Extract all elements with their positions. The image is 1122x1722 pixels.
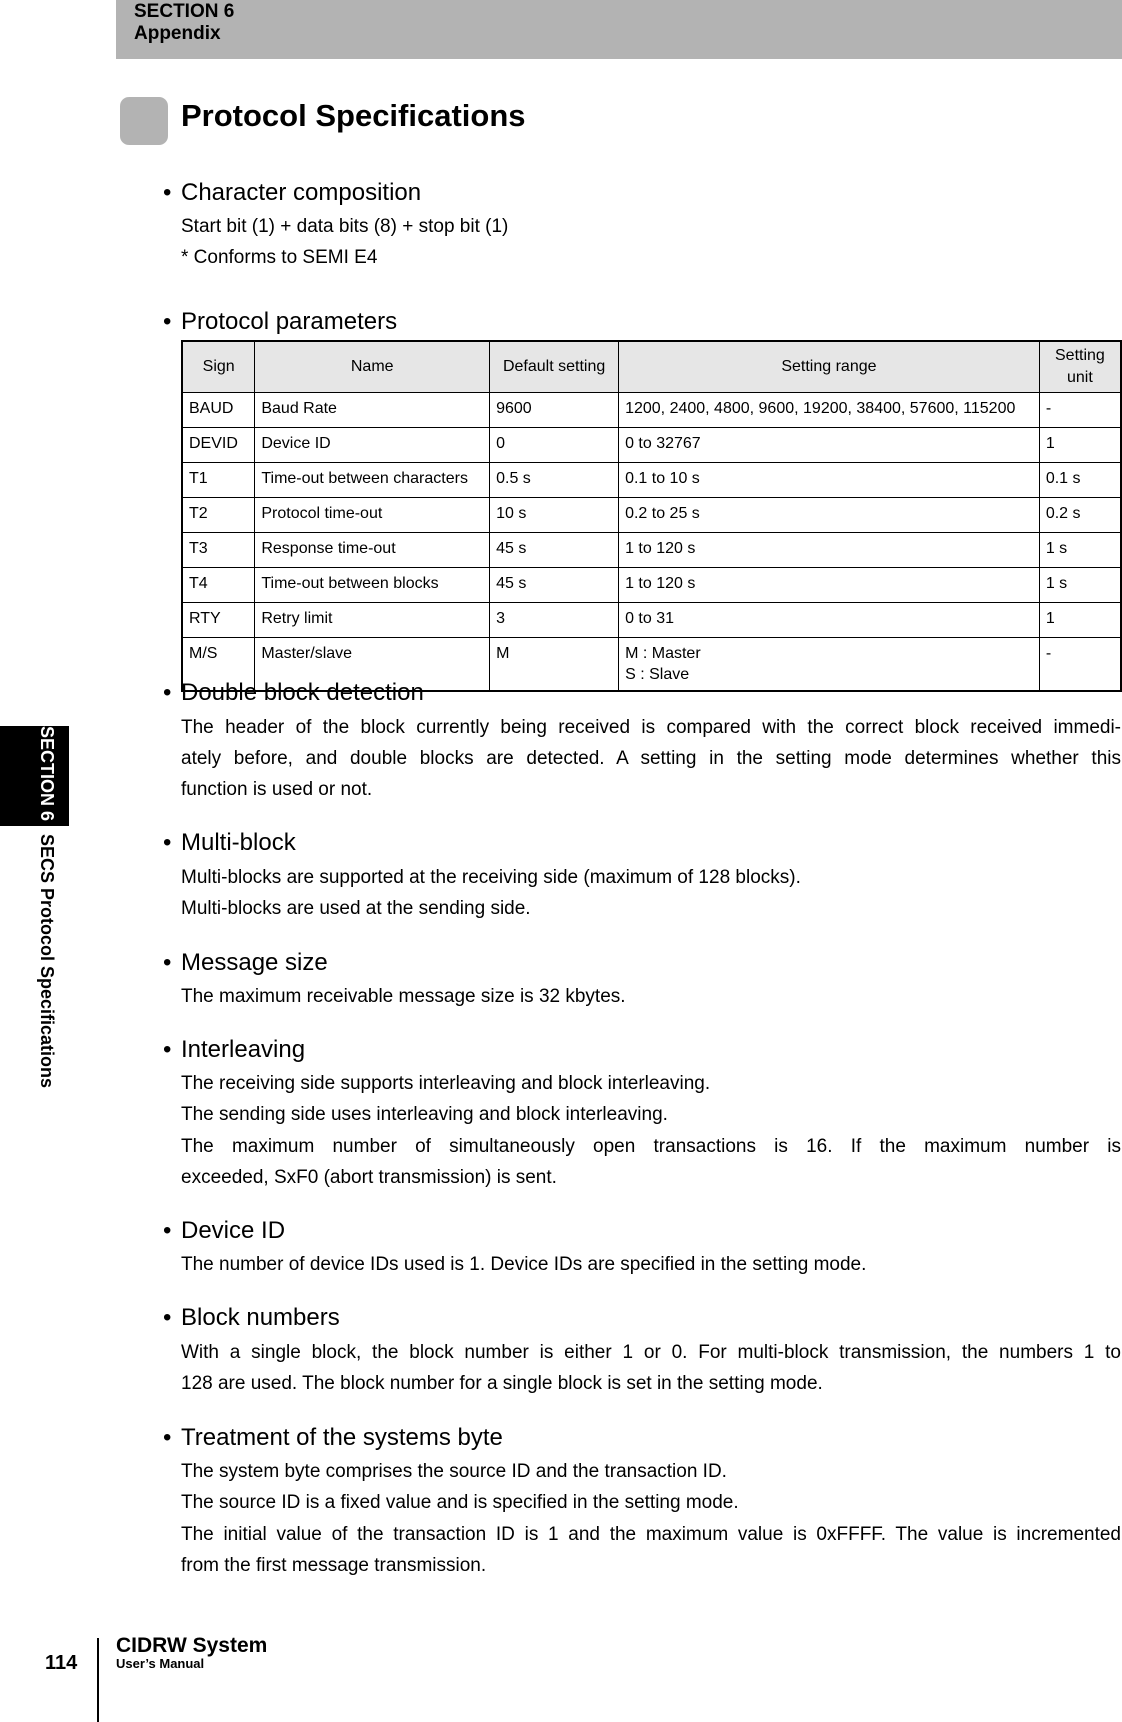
cell-sign: T3 bbox=[182, 533, 255, 568]
cell-unit: 1 bbox=[1039, 603, 1121, 638]
bullet-icon: • bbox=[163, 829, 172, 856]
cell-sign: BAUD bbox=[182, 393, 255, 428]
cell-name: Baud Rate bbox=[255, 393, 490, 428]
bullet-icon: • bbox=[163, 679, 172, 706]
section-heading-protocol-parameters: • Protocol parameters bbox=[163, 308, 398, 335]
body-text: from the first message transmission. bbox=[181, 1555, 487, 1576]
bullet-icon: • bbox=[163, 1036, 172, 1063]
table-row bbox=[182, 463, 1121, 498]
cell-sign: T2 bbox=[182, 498, 255, 533]
footer-divider bbox=[97, 1638, 99, 1722]
cell-range: 0.1 to 10 s bbox=[619, 463, 1040, 498]
body-text: The maximum number of simultaneously open transactions is 16. If the maximum number is bbox=[181, 1136, 1121, 1157]
body-text: exceeded, SxF0 (abort transmission) is sent. bbox=[181, 1167, 557, 1188]
page-title: Protocol Specifications bbox=[181, 98, 526, 133]
side-tab-section: SECTION 6 bbox=[37, 726, 57, 822]
cell-name: Time-out between characters bbox=[255, 463, 490, 498]
cell-sign: T1 bbox=[182, 463, 255, 498]
cell-range: 1 to 120 s bbox=[619, 568, 1040, 603]
bullet-icon: • bbox=[163, 1424, 172, 1451]
side-tab-label: SECS Protocol Specifications bbox=[37, 834, 57, 1089]
section-heading-systems-byte: • Treatment of the systems byte bbox=[163, 1424, 503, 1451]
body-text: 128 are used. The block number for a single block is set in the setting mode. bbox=[181, 1373, 823, 1394]
footer-product-name: CIDRW System bbox=[116, 1634, 268, 1657]
cell-sign: RTY bbox=[182, 603, 255, 638]
header-section-label: SECTION 6 bbox=[134, 1, 235, 22]
body-text: The receiving side supports interleaving and block interleaving. bbox=[181, 1073, 711, 1094]
cell-range: M : Master S : Slave bbox=[619, 638, 1040, 692]
cell-unit: - bbox=[1039, 393, 1121, 428]
body-text: The sending side uses interleaving and block interleaving. bbox=[181, 1104, 668, 1125]
footer-manual-label: User’s Manual bbox=[116, 1656, 205, 1671]
body-text: With a single block, the block number is either 1 or 0. For multi-block transmission, the numbers 1 to bbox=[181, 1342, 1121, 1363]
side-tab-text bbox=[36, 726, 58, 1088]
bullet-icon: • bbox=[163, 1217, 172, 1244]
cell-name: Retry limit bbox=[255, 603, 490, 638]
cell-name: Protocol time-out bbox=[255, 498, 490, 533]
page-header-band bbox=[116, 0, 1122, 59]
cell-default: 10 s bbox=[490, 498, 619, 533]
cell-default: 0.5 s bbox=[490, 463, 619, 498]
cell-name: Master/slave bbox=[255, 638, 490, 692]
cell-unit: 1 bbox=[1039, 428, 1121, 463]
column-header-range: Setting range bbox=[619, 341, 1040, 393]
cell-range: 1200, 2400, 4800, 9600, 19200, 38400, 57600, 115200 bbox=[619, 393, 1040, 428]
section-heading-interleaving: • Interleaving bbox=[163, 1036, 306, 1063]
cell-unit: 1 s bbox=[1039, 533, 1121, 568]
bullet-icon: • bbox=[163, 179, 172, 206]
cell-default: 45 s bbox=[490, 533, 619, 568]
column-header-unit: Setting unit bbox=[1039, 341, 1121, 393]
cell-name: Response time-out bbox=[255, 533, 490, 568]
section-heading-message-size: • Message size bbox=[163, 949, 328, 976]
cell-default: 3 bbox=[490, 603, 619, 638]
body-text: Multi-blocks are supported at the receiving side (maximum of 128 blocks). bbox=[181, 867, 801, 888]
cell-name: Time-out between blocks bbox=[255, 568, 490, 603]
side-tab bbox=[0, 726, 69, 826]
cell-range: 1 to 120 s bbox=[619, 533, 1040, 568]
body-text: function is used or not. bbox=[181, 779, 373, 800]
bullet-icon: • bbox=[163, 949, 172, 976]
section-heading-double-block-detection: • Double block detection bbox=[163, 679, 424, 706]
cell-sign: DEVID bbox=[182, 428, 255, 463]
cell-default: 9600 bbox=[490, 393, 619, 428]
body-text: Start bit (1) + data bits (8) + stop bit (1) bbox=[181, 216, 509, 237]
body-text: The system byte comprises the source ID and the transaction ID. bbox=[181, 1461, 727, 1482]
table-row bbox=[182, 603, 1121, 638]
cell-unit: 0.1 s bbox=[1039, 463, 1121, 498]
section-heading-character-composition: • Character composition bbox=[163, 179, 422, 206]
cell-range: 0 to 31 bbox=[619, 603, 1040, 638]
column-header-sign: Sign bbox=[182, 341, 255, 393]
cell-range: 0 to 32767 bbox=[619, 428, 1040, 463]
cell-unit: 1 s bbox=[1039, 568, 1121, 603]
header-subtitle: Appendix bbox=[134, 23, 221, 44]
table-row bbox=[182, 393, 1121, 428]
protocol-parameters-table bbox=[181, 340, 1122, 692]
body-text: The number of device IDs used is 1. Device IDs are specified in the setting mode. bbox=[181, 1254, 867, 1275]
body-text: The source ID is a fixed value and is specified in the setting mode. bbox=[181, 1492, 739, 1513]
cell-range: 0.2 to 25 s bbox=[619, 498, 1040, 533]
cell-unit: - bbox=[1039, 638, 1121, 692]
table-row bbox=[182, 533, 1121, 568]
bullet-icon: • bbox=[163, 308, 172, 335]
section-heading-block-numbers: • Block numbers bbox=[163, 1304, 340, 1331]
body-text: The header of the block currently being received is compared with the correct block received immedi- bbox=[181, 717, 1121, 738]
table-row bbox=[182, 568, 1121, 603]
cell-default: 0 bbox=[490, 428, 619, 463]
table-row bbox=[182, 428, 1121, 463]
body-text: The maximum receivable message size is 32 kbytes. bbox=[181, 986, 626, 1007]
table-row bbox=[182, 498, 1121, 533]
cell-default: M bbox=[490, 638, 619, 692]
column-header-name: Name bbox=[255, 341, 490, 393]
column-header-default: Default setting bbox=[490, 341, 619, 393]
cell-sign: M/S bbox=[182, 638, 255, 692]
cell-default: 45 s bbox=[490, 568, 619, 603]
bullet-icon: • bbox=[163, 1304, 172, 1331]
table-header-row bbox=[182, 341, 1121, 393]
title-marker-square-icon bbox=[120, 97, 168, 145]
body-text: ately before, and double blocks are detected. A setting in the setting mode determines whether this bbox=[181, 748, 1121, 769]
cell-unit: 0.2 s bbox=[1039, 498, 1121, 533]
cell-name: Device ID bbox=[255, 428, 490, 463]
body-text: Multi-blocks are used at the sending side. bbox=[181, 898, 531, 919]
body-text: The initial value of the transaction ID is 1 and the maximum value is 0xFFFF. The value is incremented bbox=[181, 1524, 1121, 1545]
cell-sign: T4 bbox=[182, 568, 255, 603]
section-heading-device-id: • Device ID bbox=[163, 1217, 286, 1244]
body-text: * Conforms to SEMI E4 bbox=[181, 247, 378, 268]
section-heading-multi-block: • Multi-block bbox=[163, 829, 296, 856]
page-number: 114 bbox=[45, 1652, 78, 1674]
